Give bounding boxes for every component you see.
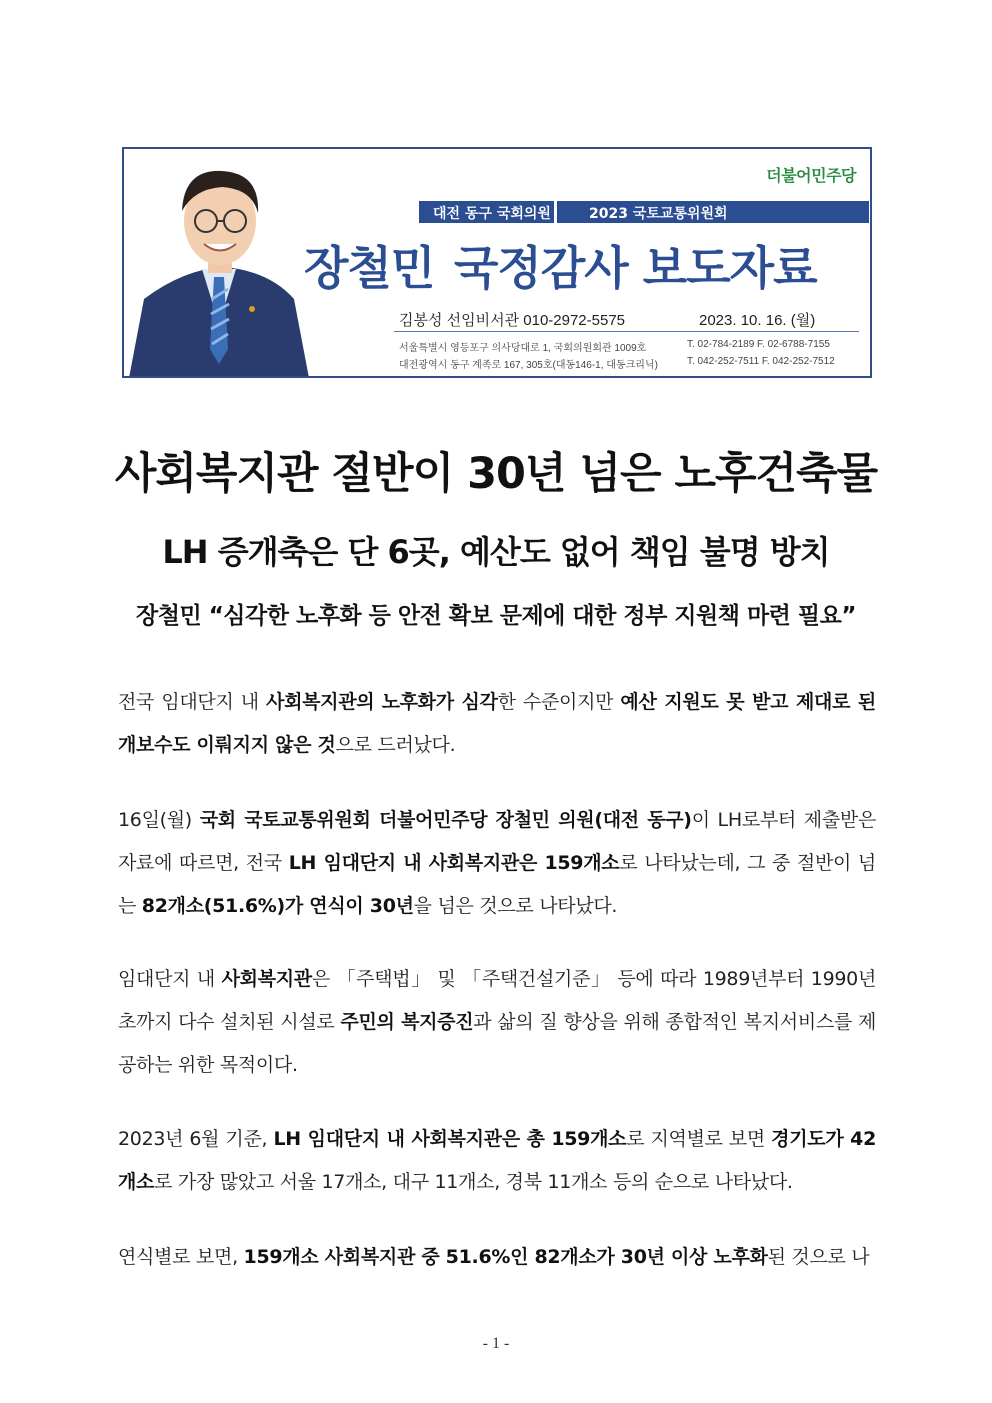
text-run: 2023년 6월 기준, xyxy=(118,1128,274,1150)
text-run: 연식별로 보면, xyxy=(118,1246,244,1268)
paragraph-4 xyxy=(118,1118,876,1204)
bold-run: 주민의 복지증진 xyxy=(340,1011,474,1033)
text-run xyxy=(374,691,381,713)
text-run: 한 수준이지만 xyxy=(497,691,621,713)
press-release-banner xyxy=(122,147,872,378)
lawmaker-portrait xyxy=(124,149,309,378)
ribbon-committee-label: 2023 국토교통위원회 xyxy=(589,206,728,222)
bold-run: LH 임대단지 내 사회복지관은 159개소 xyxy=(288,852,620,874)
bold-run: 82개소(51.6%)가 연식이 30년 xyxy=(141,895,414,917)
bold-run: 159개소 사회복지관 중 51.6%인 82개소가 30년 이상 노후화 xyxy=(243,1246,768,1268)
phone-seoul: T. 02-784-2189 F. 02-6788-7155 xyxy=(687,339,830,350)
subheadline: LH 증개축은 단 6곳, 예산도 없어 책임 불명 방치 xyxy=(162,533,830,571)
banner-title: 국정감사 보도자료 xyxy=(454,241,817,295)
quote-line: 장철민 “심각한 노후화 등 안전 확보 문제에 대한 정부 지원책 마련 필요” xyxy=(136,603,856,629)
text-run: 된 것으로 나 xyxy=(767,1246,870,1268)
bold-run: LH 임대단지 내 사회복지관은 총 159개소 xyxy=(273,1128,627,1150)
paragraph-5 xyxy=(118,1236,876,1279)
bold-run: 사회복지관 xyxy=(221,968,312,990)
bold-run: 국회 국토교통위원회 더불어민주당 장철민 의원(대전 동구) xyxy=(199,809,692,831)
text-run: 과 삶의 질 향상을 위해 종합적인 복지서비스를 제공하는 위한 목적이다. xyxy=(118,1011,876,1076)
address-seoul: 서울특별시 영등포구 의사당대로 1, 국회의원회관 1009호 xyxy=(399,343,647,354)
banner-ribbon xyxy=(419,201,869,223)
text-run: 으로 드러났다. xyxy=(335,734,456,756)
divider xyxy=(394,331,859,332)
bold-run: 예산 지원도 못 받고 제대로 된 개보수도 이뤄지지 않은 것 xyxy=(118,691,876,756)
text-run: 16일(월) xyxy=(118,809,200,831)
bold-run: 경기도가 42개소 xyxy=(118,1128,876,1193)
text-run: 로 나타났는데, 그 중 절반이 넘는 xyxy=(118,852,876,917)
release-date: 2023. 10. 16. (월) xyxy=(699,312,816,329)
ribbon-district-label: 대전 동구 국회의원 xyxy=(433,206,551,222)
text-run: 은 「주택법」 및 「주택건설기준」 등에 따라 1989년부터 1990년 초까지 다수 설치된 시설로 xyxy=(118,968,877,1033)
bold-run: 사회복지관의 xyxy=(266,691,375,713)
address-daejeon: 대전광역시 동구 계족로 167, 305호(대동146-1, 대동크리닉) xyxy=(399,360,658,371)
text-run: 로 가장 많았고 서울 17개소, 대구 11개소, 경북 11개소 등의 순으로 나타났다. xyxy=(154,1171,793,1193)
headline: 사회복지관 절반이 30년 넘은 노후건축물 xyxy=(114,449,878,499)
paragraph-3 xyxy=(118,958,876,1087)
paragraph-1 xyxy=(118,681,876,767)
phone-daejeon: T. 042-252-7511 F. 042-252-7512 xyxy=(687,356,835,367)
paragraph-2 xyxy=(118,799,876,928)
bold-run: 노후화가 심각 xyxy=(381,691,498,713)
text-run: 로 지역별로 보면 xyxy=(626,1128,772,1150)
page-number: - 1 - xyxy=(482,1335,510,1352)
contact-person: 김봉성 선임비서관 010-2972-5575 xyxy=(399,312,626,329)
banner-name: 장철민 xyxy=(304,241,435,295)
text-run: 을 넘은 것으로 나타났다. xyxy=(413,895,618,917)
text-run: 이 LH로부터 제출받은 자료에 따르면, 전국 xyxy=(118,809,877,874)
text-run: 전국 임대단지 내 xyxy=(118,691,267,713)
party-logo-text: 더불어민주당 xyxy=(766,166,856,185)
text-run: 임대단지 내 xyxy=(118,968,222,990)
